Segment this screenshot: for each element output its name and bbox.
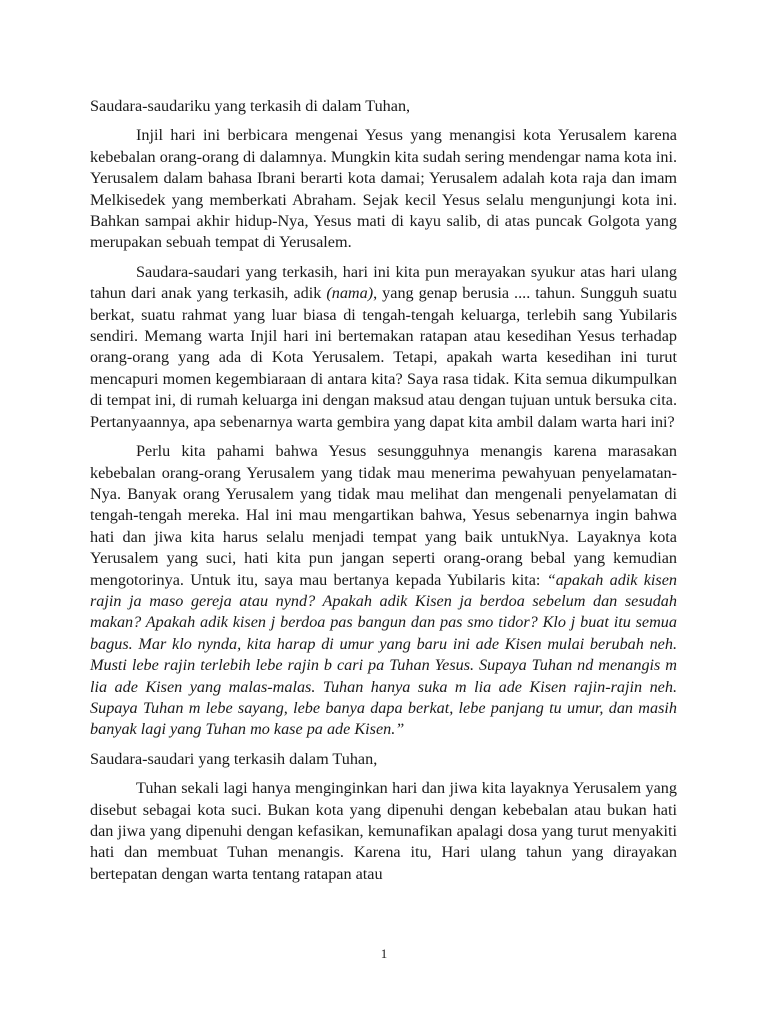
page-number: 1 (380, 946, 388, 961)
paragraph-1: Injil hari ini berbicara mengenai Yesus yang menangisi kota Yerusalem karena kebebalan orang-orang di dalamnya. Mungkin kita sudah sering mendengar nama kota ini. Yerusalem dalam bahasa Ibrani berarti kota damai; Yerusalem adalah kota raja dan imam Melkisedek yang memberkati Abraham. Sejak kecil Yesus selalu mengunjungi kota ini. Bahkan sampai akhir hidup-Nya, Yesus mati di kayu salib, di atas puncak Golgota yang merupakan sebuah tempat di Yerusalem. (90, 126, 677, 252)
salutation-second: Saudara-saudari yang terkasih dalam Tuhan, (90, 749, 378, 768)
paragraph-4: Tuhan sekali lagi hanya menginginkan hari dan jiwa kita layaknya Yerusalem yang disebut sebagai kota suci. Bukan kota yang dipenuhi dengan kebebalan atau bukan hati dan jiwa yang dipenuhi dengan kefasikan, kemunafikan apalagi dosa yang turut menyakiti hati dan membuat Tuhan menangis. Karena itu, Hari ulang tahun yang dirayakan bertepatan dengan warta tentang ratapan atau (90, 779, 677, 883)
paragraph-3 (90, 441, 677, 741)
paragraph-2-text-a: Saudara-saudari yang terkasih, hari ini kita pun merayakan syukur atas hari ulang tahun dari anak yang terkasih, adik (90, 262, 677, 303)
paragraph-2-text-b: , yang genap berusia .... tahun. Sungguh suatu berkat, suatu rahmat yang luar biasa di tengah-tengah keluarga, terlebih sang Yubilaris sendiri. Memang warta Injil hari ini bertemakan ratapan atau kesedihan Yesus terhadap orang-orang yang ada di Kota Yerusalem. Tetapi, apakah warta kesedihan ini turut mencapuri momen kegembiaraan di antara kita? Saya rasa tidak. Kita semua dikumpulkan di tempat ini, di rumah keluarga ini dengan maksud atau dengan tujuan untuk bersuka cita. Pertanyaannya, apa sebenarnya warta gembira yang dapat kita ambil dalam warta hari ini? (90, 284, 678, 431)
paragraph-2 (90, 262, 677, 433)
paragraph-2-placeholder-name: (nama) (326, 284, 374, 303)
paragraph-3-quote: “apakah adik kisen rajin ja maso gereja atau nynd? Apakah adik Kisen ja berdoa sebelum dan sesudah makan? Apakah adik kisen j berdoa pas bangun dan pas smo tidor? Klo j buat itu semua bagus. Mar klo nynda, kita harap di umur yang baru ini ade Kisen mulai berubah neh. Musti lebe rajin terlebih lebe rajin b cari pa Tuhan Yesus. Supaya Tuhan nd menangis m lia ade Kisen yang malas-malas. Tuhan hanya suka m lia ade Kisen rajin-rajin neh. Supaya Tuhan m lebe sayang, lebe banya dapa berkat, lebe panjang tu umur, dan masih banyak lagi yang Tuhan mo kase pa ade Kisen.” (90, 570, 677, 739)
document-page (90, 96, 677, 893)
paragraph-3-text: Perlu kita pahami bahwa Yesus sesungguhnya menangis karena marasakan kebebalan orang-orang Yerusalem yang tidak mau menerima pewahyuan penyelamatan-Nya. Banyak orang Yerusalem yang tidak mau melihat dan mengenali penyelamatan di tengah-tengah mereka. Hal ini mau mengartikan bahwa, Yesus sebenarnya ingin bahwa hati dan jiwa kita harus selalu menjadi tempat yang baik untukNya. Layaknya kota Yerusalem yang suci, hati kita pun jangan seperti orang-orang bebal yang kemudian mengotorinya. Untuk itu, saya mau bertanya kepada Yubilaris kita: (90, 442, 677, 589)
salutation-opening: Saudara-saudariku yang terkasih di dalam Tuhan, (90, 97, 411, 115)
